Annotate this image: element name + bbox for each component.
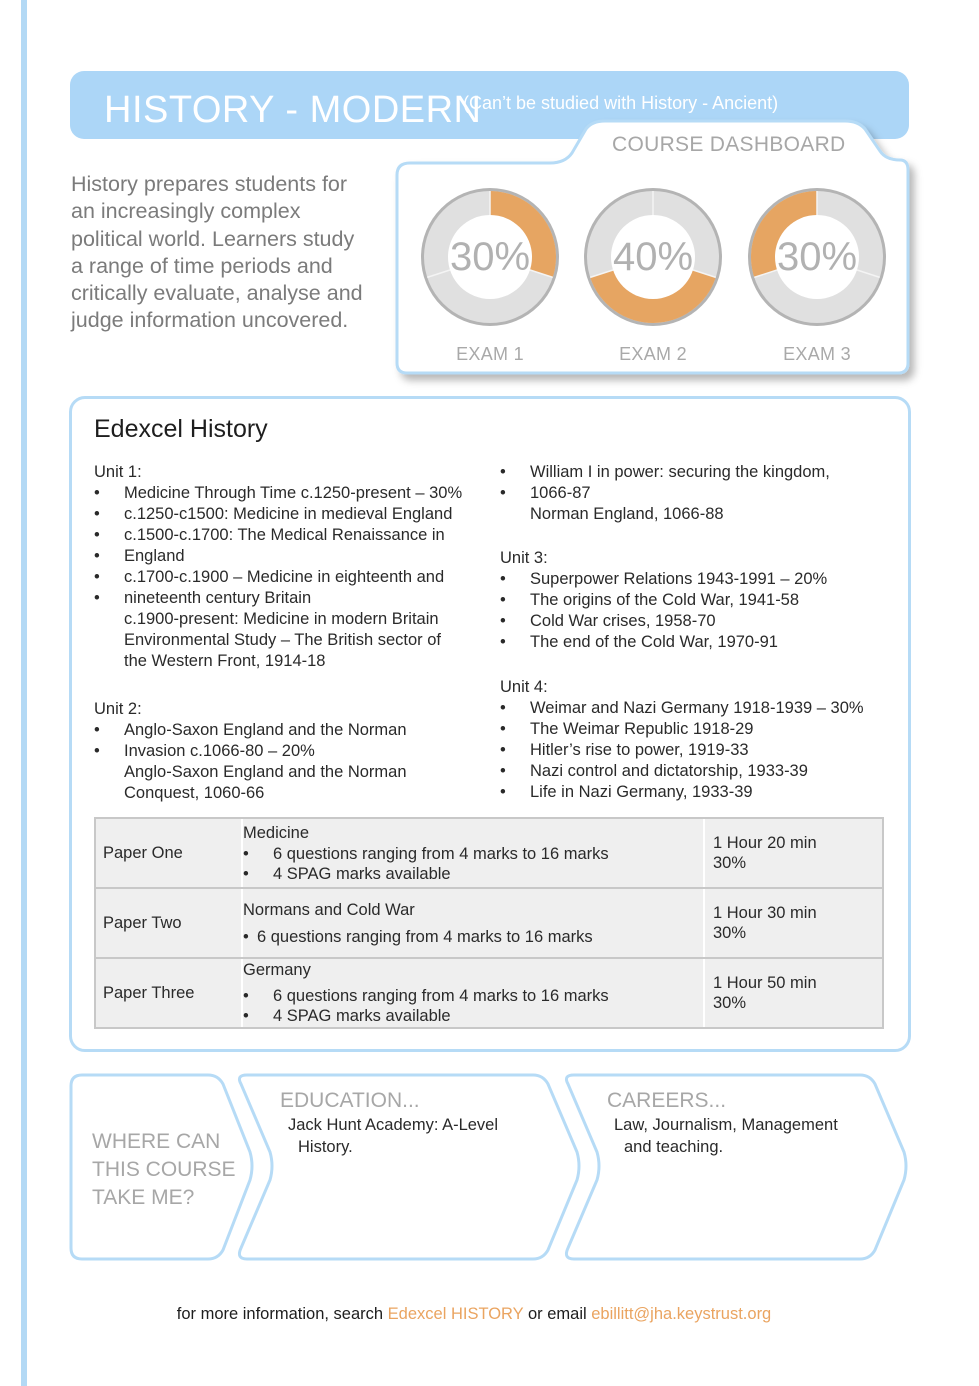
education-heading: EDUCATION...	[280, 1089, 420, 1112]
list-line: Norman England, 1066-88	[530, 505, 724, 523]
paper-duration: 1 Hour 50 min 30%	[704, 958, 883, 1028]
list-item: • 1066-87	[500, 484, 591, 502]
page-subtitle: (Can’t be studied with History - Ancient)	[463, 93, 779, 113]
list-line: the Western Front, 1914-18	[124, 652, 326, 670]
list-line: Environmental Study – The British sector of	[124, 631, 442, 649]
papers-table	[94, 817, 884, 1029]
exam-3-percent: 30%	[776, 235, 858, 279]
exam-3-label: EXAM 3	[783, 344, 851, 364]
course-intro-text: History prepares students for an increasingly complex political world. Learners study a range of time periods and critically evaluate, analyse and judge information uncovered.	[71, 172, 363, 333]
unit-3-heading: Unit 3:	[500, 549, 548, 567]
list-item: • The end of the Cold War, 1970-91	[500, 633, 778, 651]
unit-2-heading: Unit 2:	[94, 700, 142, 718]
table-row	[95, 958, 883, 1028]
education-text: Jack Hunt Academy: A-Level History.	[288, 1116, 499, 1156]
table-row	[95, 818, 883, 888]
list-item: • Medicine Through Time c.1250-present – 30%	[94, 484, 463, 502]
unit-4-heading: Unit 4:	[500, 678, 548, 696]
list-item: • Invasion c.1066-80 – 20%	[94, 742, 315, 760]
units-left-column	[94, 462, 462, 804]
paper-name: Paper Three	[95, 958, 242, 1028]
donut-exam-1	[420, 187, 560, 327]
list-item: • Nazi control and dictatorship, 1933-39	[500, 762, 808, 780]
list-line: c.1900-present: Medicine in modern Britain	[124, 610, 439, 628]
paper-name: Paper One	[95, 818, 242, 888]
list-line: Conquest, 1060-66	[124, 784, 265, 802]
list-item: • Hitler’s rise to power, 1919-33	[500, 741, 749, 759]
units-right-column	[500, 462, 864, 803]
dashboard-title: COURSE DASHBOARD	[612, 133, 846, 156]
list-item: • c.1700-c.1900 – Medicine in eighteenth and	[94, 568, 445, 586]
exam-2-percent: 40%	[612, 235, 694, 279]
pathway-question-box	[68, 1072, 258, 1262]
page-title: HISTORY - MODERN	[104, 89, 482, 131]
list-item: • The origins of the Cold War, 1941-58	[500, 591, 800, 609]
paper-description: Germany • 6 questions ranging from 4 marks to 16 marks • 4 SPAG marks available	[242, 958, 704, 1028]
paper-description: Normans and Cold War • 6 questions ranging from 4 marks to 16 marks	[242, 888, 704, 958]
careers-heading: CAREERS...	[607, 1089, 727, 1112]
unit-1-heading: Unit 1:	[94, 463, 142, 481]
list-item: • Life in Nazi Germany, 1933-39	[500, 783, 753, 801]
table-row	[95, 888, 883, 958]
exam-1-label: EXAM 1	[456, 344, 524, 364]
email-link[interactable]: ebillitt@jha.keystrust.org	[591, 1305, 772, 1323]
pathway-question: WHERE CAN THIS COURSE TAKE ME?	[92, 1130, 236, 1209]
section-title: Edexcel History	[94, 415, 268, 443]
list-item: • Anglo-Saxon England and the Norman	[94, 721, 407, 739]
list-item: • c.1250-c1500: Medicine in medieval England	[94, 505, 453, 523]
paper-name: Paper Two	[95, 888, 242, 958]
list-item: • Superpower Relations 1943-1991 – 20%	[500, 570, 828, 588]
list-item: • c.1500-c.1700: The Medical Renaissance in	[94, 526, 445, 544]
paper-duration: 1 Hour 20 min 30%	[704, 818, 883, 888]
pathway-careers-box	[560, 1072, 910, 1262]
exam-1-percent: 30%	[449, 235, 531, 279]
list-item: • Cold War crises, 1958-70	[500, 612, 716, 630]
list-item: • William I in power: securing the kingdom,	[500, 463, 830, 481]
list-item: • nineteenth century Britain	[94, 589, 312, 607]
edexcel-history-section	[69, 396, 911, 1052]
pathway-education-box	[233, 1072, 583, 1262]
list-line: Anglo-Saxon England and the Norman	[124, 763, 407, 781]
list-item: • Weimar and Nazi Germany 1918-1939 – 30%	[500, 699, 864, 717]
footer-contact	[0, 1305, 948, 1324]
footer-prefix: for more information, search	[176, 1305, 388, 1323]
search-term: Edexcel HISTORY	[387, 1305, 524, 1323]
donut-exam-3	[747, 187, 887, 327]
list-item: • The Weimar Republic 1918-29	[500, 720, 754, 738]
list-item: • England	[94, 547, 185, 565]
donut-exam-2	[583, 187, 723, 327]
paper-description: Medicine • 6 questions ranging from 4 marks to 16 marks • 4 SPAG marks available	[242, 818, 704, 888]
exam-2-label: EXAM 2	[619, 344, 687, 364]
left-accent-bar	[21, 0, 27, 1386]
paper-duration: 1 Hour 30 min 30%	[704, 888, 883, 958]
course-dashboard	[390, 115, 930, 395]
footer-middle: or email	[523, 1305, 592, 1323]
careers-text: Law, Journalism, Management and teaching.	[614, 1116, 838, 1156]
